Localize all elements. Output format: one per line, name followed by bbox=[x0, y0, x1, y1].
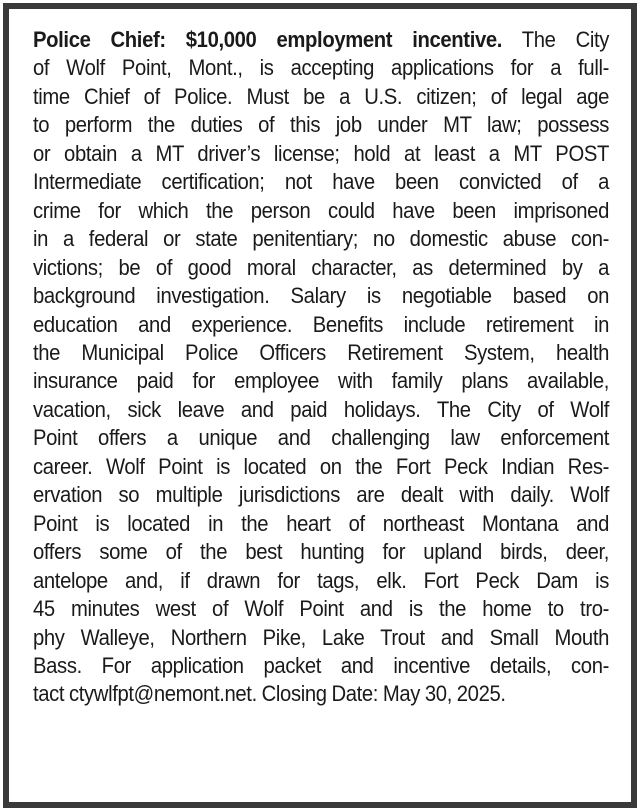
ad-line: offers some of the best hunting for upland birds, deer, bbox=[33, 539, 609, 565]
ad-line-1-text: The City bbox=[502, 27, 610, 52]
ad-line: education and experience. Benefits include retirement in bbox=[33, 311, 609, 337]
ad-line: career. Wolf Point is located on the Fort Peck Indian Res- bbox=[33, 453, 609, 479]
ad-line: time Chief of Police. Must be a U.S. citizen; of legal age bbox=[33, 83, 609, 109]
ad-line: antelope and, if drawn for tags, elk. Fort Peck Dam is bbox=[33, 567, 609, 593]
ad-line: Point is located in the heart of northeast Montana and bbox=[33, 510, 609, 536]
ad-line: ervation so multiple jurisdictions are dealt with daily. Wolf bbox=[33, 482, 609, 508]
ad-headline: Police Chief: $10,000 employment incentive. bbox=[33, 27, 503, 52]
ad-line: the Municipal Police Officers Retirement System, health bbox=[33, 339, 609, 365]
ad-line: background investigation. Salary is negotiable based on bbox=[33, 283, 609, 309]
ad-line: vacation, sick leave and paid holidays. The City of Wolf bbox=[33, 396, 609, 422]
ad-line: in a federal or state penitentiary; no domestic abuse con- bbox=[33, 226, 609, 252]
classified-ad-body bbox=[33, 26, 609, 709]
ad-line: to perform the duties of this job under MT law; possess bbox=[33, 112, 609, 138]
ad-line-1 bbox=[33, 26, 609, 54]
ad-line: Bass. For application packet and incentive details, con- bbox=[33, 652, 609, 678]
ad-line: victions; be of good moral character, as determined by a bbox=[33, 254, 609, 280]
ad-line: phy Walleye, Northern Pike, Lake Trout and Small Mouth bbox=[33, 624, 609, 650]
ad-line: of Wolf Point, Mont., is accepting applications for a full- bbox=[33, 55, 609, 81]
ad-line: crime for which the person could have been imprisoned bbox=[33, 197, 609, 223]
ad-line: Intermediate certification; not have been convicted of a bbox=[33, 169, 609, 195]
ad-line: Point offers a unique and challenging law enforcement bbox=[33, 425, 609, 451]
ad-line: insurance paid for employee with family plans available, bbox=[33, 368, 609, 394]
ad-line: tact ctywlfpt@nemont.net. Closing Date: May 30, 2025. bbox=[33, 681, 506, 707]
ad-line: 45 minutes west of Wolf Point and is the home to tro- bbox=[33, 596, 609, 622]
ad-line: or obtain a MT driver’s license; hold at least a MT POST bbox=[33, 140, 609, 166]
